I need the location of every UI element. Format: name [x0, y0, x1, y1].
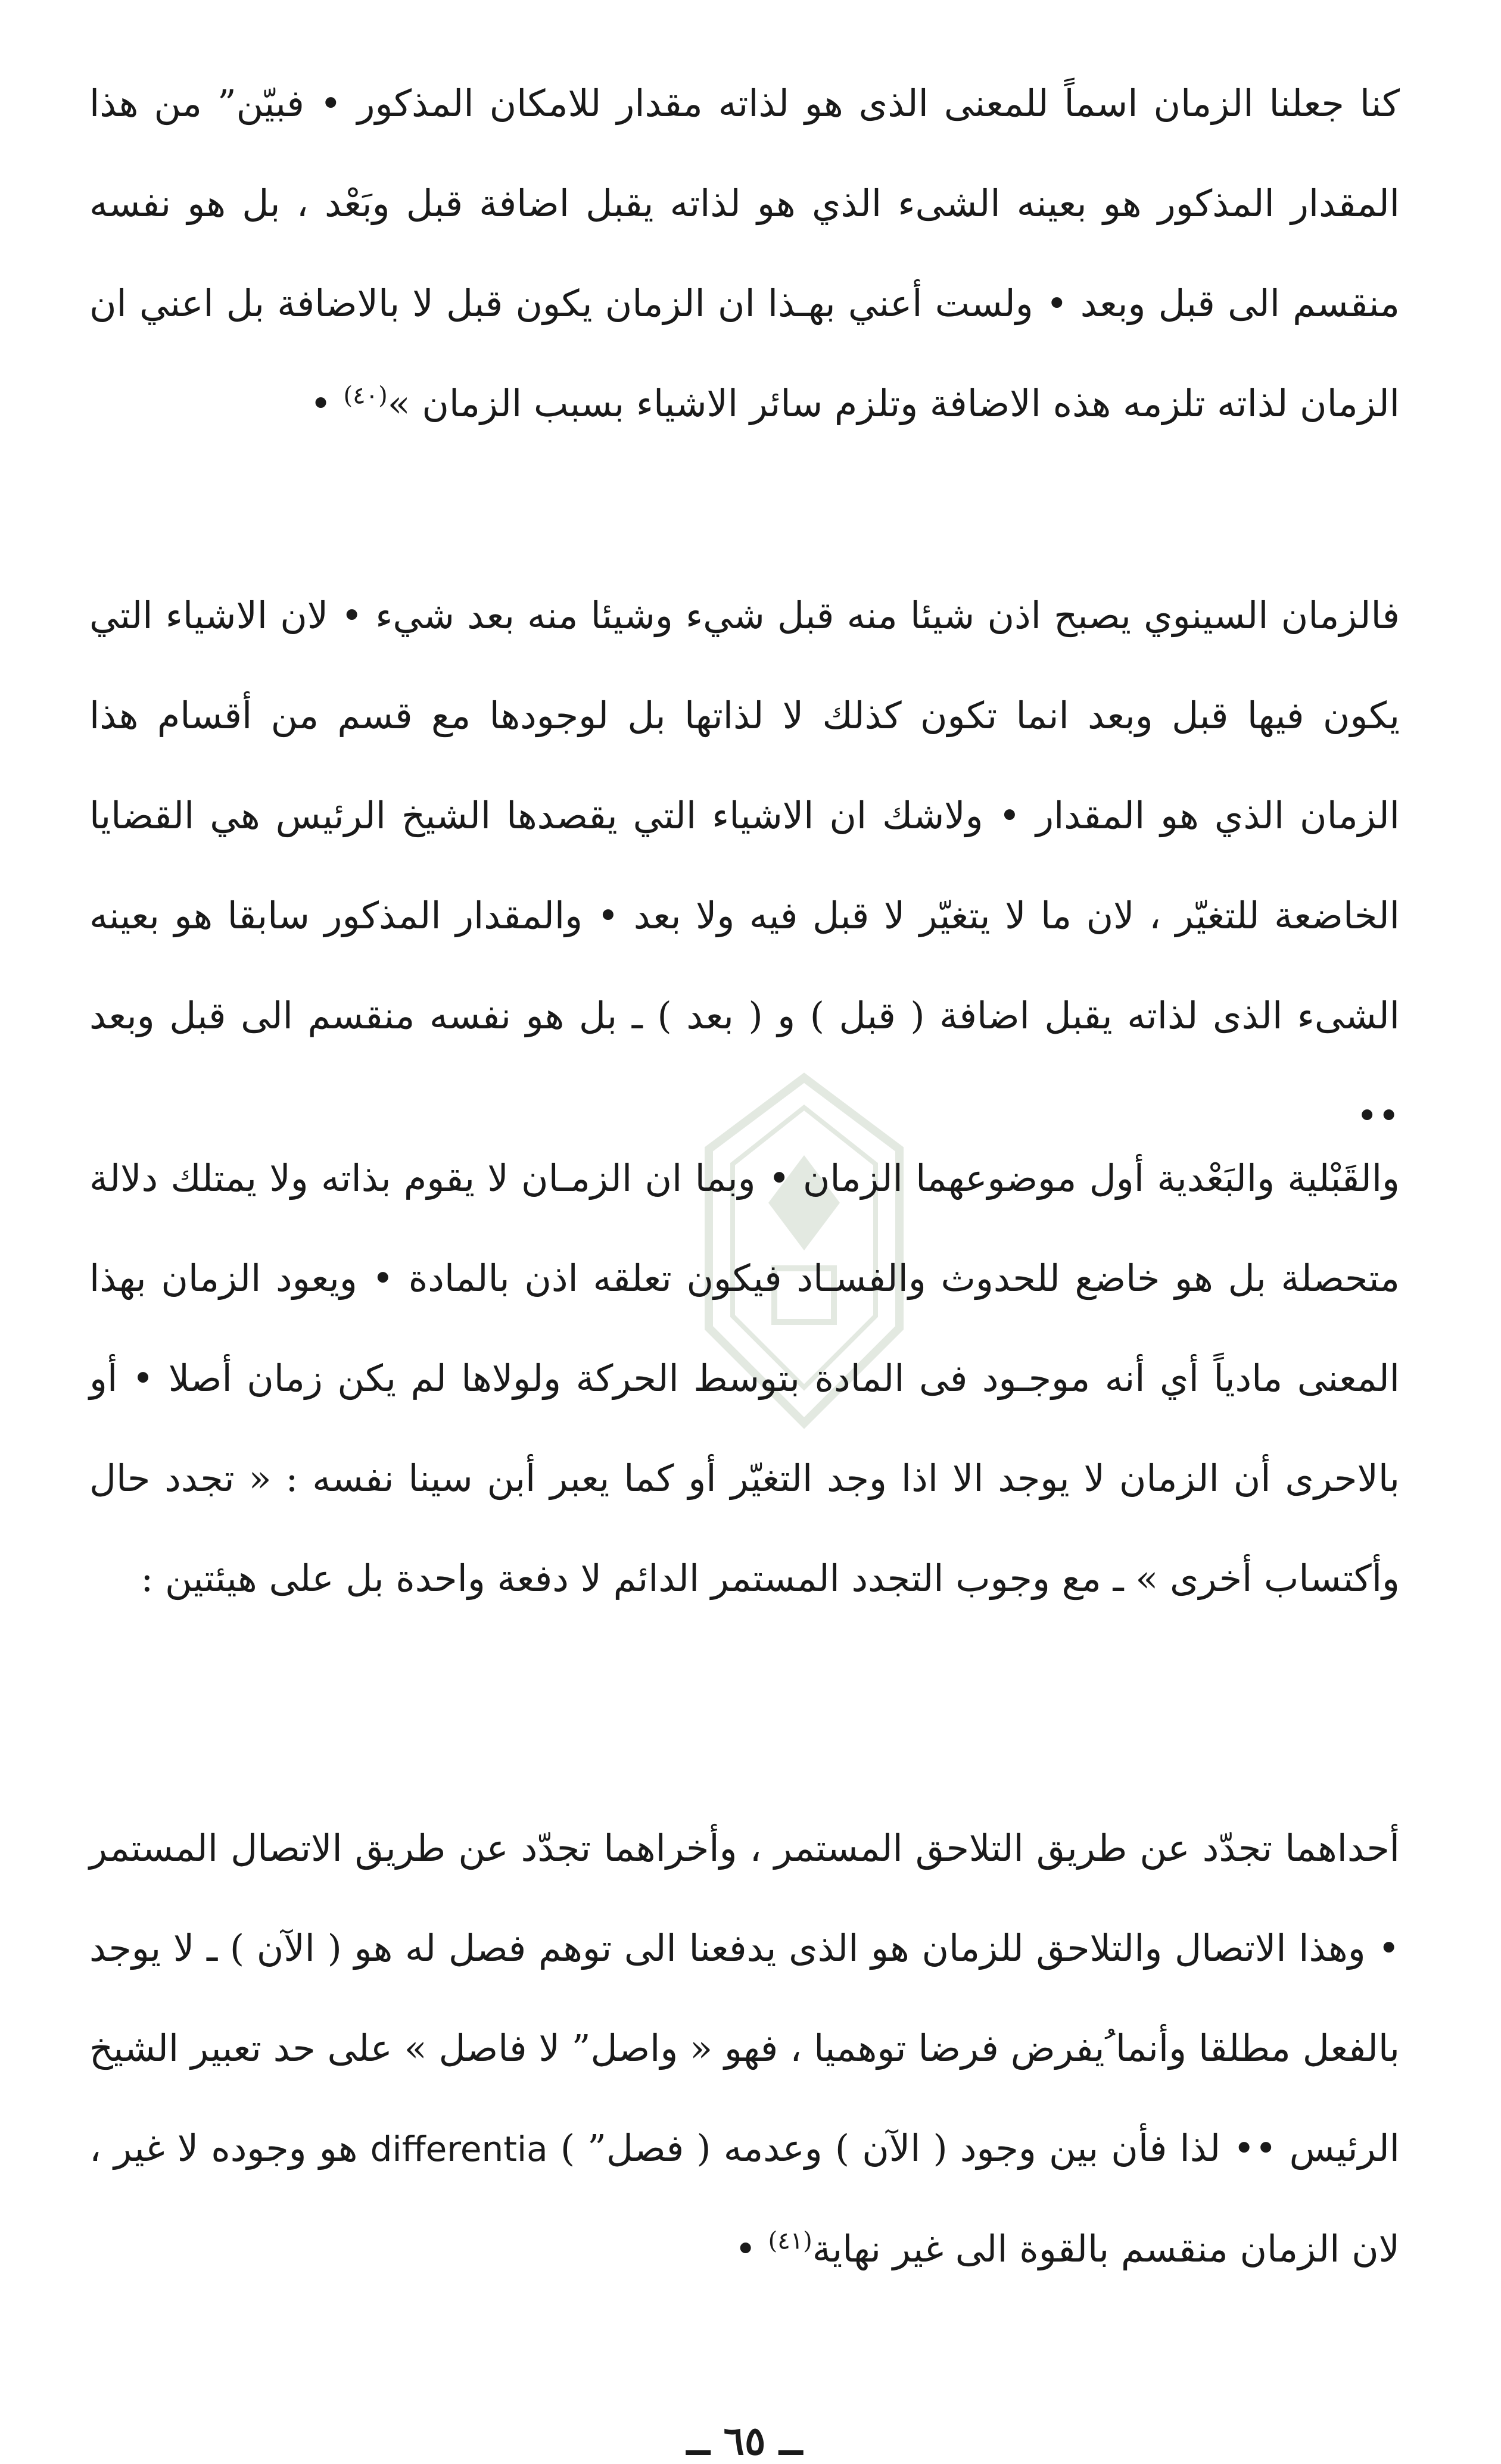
paragraph-2: [89, 566, 1400, 1166]
book-page: [89, 42, 1400, 2464]
paragraph-3-text: والقَبْلية والبَعْدية أول موضوعهما الزمان • وبما ان الزمـان لا يقوم بذاته ولا يمتلك دلالة متحصلة بل هو خاضع للحدوث والفسـاد فيكون تعلقه اذن بالمادة • ويعود الزمان بهذا المعنى مادياً أي أنه موجـود فى المادة بتوسط الحركة ولولاها لم يكن زمان أصلا • أو بالاحرى أن الزمان لا يوجد الا اذا وجد التغيّر أو كما يعبر أبن سينا نفسه : « تجدد حال وأكتساب أخرى » ـ مع وجوب التجدد المستمر الدائم لا دفعة واحدة بل على هيئتين :: [89, 1156, 1400, 1600]
footnote-ref-41: (٤١): [768, 2227, 812, 2255]
page-number: ــ ٦٥ ــ: [686, 2418, 803, 2464]
paragraph-1-end: •: [310, 382, 344, 425]
paragraph-4: [89, 1798, 1400, 2299]
paragraph-4-end: •: [734, 2227, 768, 2270]
paragraph-4-text-after: هو وجوده لا غير ، لان الزمان منقسم بالقوة الى غير نهاية: [89, 2126, 1400, 2270]
paragraph-4-text-before: أحداهما تجدّد عن طريق التلاحق المستمر ، وأخراهما تجدّد عن طريق الاتصال المستمر • وهذا الاتصال والتلاحق للزمان هو الذى يدفعنا الى توهم فصل له هو ( الآن ) ـ لا يوجد بالفعل مطلقا وأنما ُيفرض فرضا توهميا ، فهو « واصل” لا فاصل » على حد تعبير الشيخ الرئيس •• لذا فأن بين وجود ( الآن ) وعدمه ( فصل” ): [89, 1826, 1400, 2170]
paragraph-1-text: كنا جعلنا الزمان اسماً للمعنى الذى هو لذاته مقدار للامكان المذكور • فبيّن” من هذا المقدار المذكور هو بعينه الشىء الذي هو لذاته يقبل اضافة قبل وبَعْد ، بل هو نفسه منقسم الى قبل وبعد • ولست أعني بهـذا ان الزمان يكون قبل لا بالاضافة بل اعني ان الزمان لذاته تلزمه هذه الاضافة وتلزم سائر الاشياء بسبب الزمان »: [89, 82, 1400, 425]
latin-term: differentia: [370, 2129, 548, 2169]
paragraph-2-text: فالزمان السينوي يصبح اذن شيئا منه قبل شيء وشيئا منه بعد شيء • لان الاشياء التي يكون فيها قبل وبعد انما تكون كذلك لا لذاتها بل لوجودها مع قسم من أقسام هذا الزمان الذي هو المقدار • ولاشك ان الاشياء التي يقصدها الشيخ الرئيس هي القضايا الخاضعة للتغيّر ، لان ما لا يتغيّر لا قبل فيه ولا بعد • والمقدار المذكور سابقا هو بعينه الشىء الذى لذاته يقبل اضافة ( قبل ) و ( بعد ) ـ بل هو نفسه منقسم الى قبل وبعد ••: [89, 594, 1400, 1137]
paragraph-1: [89, 54, 1400, 454]
paragraph-3: [89, 1128, 1400, 1629]
footnote-ref-40: (٤٠): [343, 382, 388, 410]
